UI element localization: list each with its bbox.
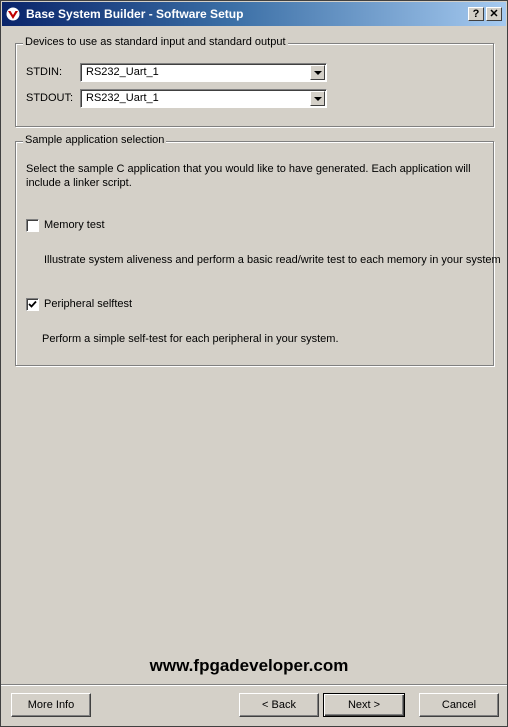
memory-test-checkbox[interactable] [26, 219, 39, 232]
memory-test-label[interactable]: Memory test [44, 219, 105, 231]
window-title: Base System Builder - Software Setup [26, 7, 244, 21]
close-icon: ✕ [489, 8, 499, 20]
peripheral-selftest-checkbox[interactable] [26, 298, 39, 311]
stdin-select-value: RS232_Uart_1 [86, 66, 159, 78]
watermark-text: www.fpgadeveloper.com [149, 656, 349, 675]
stdout-label: STDOUT: [26, 92, 74, 104]
stdout-select[interactable] [80, 89, 327, 108]
cancel-button[interactable]: Cancel [419, 693, 499, 717]
stdin-label: STDIN: [26, 66, 63, 78]
sample-intro-line1: Select the sample C application that you would like to have generated. Each application will [26, 163, 471, 175]
stdout-select-value: RS232_Uart_1 [86, 92, 159, 104]
chevron-down-icon [314, 97, 322, 101]
checkmark-icon [28, 300, 37, 309]
title-bar[interactable] [2, 2, 506, 26]
peripheral-selftest-description: Perform a simple self-test for each peripheral in your system. [42, 333, 339, 345]
stdin-select[interactable] [80, 63, 327, 82]
memory-test-description: Illustrate system aliveness and perform a basic read/write test to each memory in your system [44, 254, 501, 266]
close-button[interactable] [486, 7, 502, 21]
button-bar-separator [1, 684, 507, 686]
devices-group [15, 36, 494, 127]
chevron-down-icon [314, 71, 322, 75]
stdin-dropdown-button[interactable] [310, 65, 325, 80]
help-icon: ? [472, 8, 480, 20]
app-logo-icon [6, 7, 20, 21]
stdout-dropdown-button[interactable] [310, 91, 325, 106]
next-button[interactable]: Next > [323, 693, 405, 717]
help-button[interactable] [468, 7, 484, 21]
back-button[interactable]: < Back [239, 693, 319, 717]
sample-group-legend: Sample application selection [25, 134, 165, 146]
more-info-button[interactable]: More Info [11, 693, 91, 717]
devices-group-legend: Devices to use as standard input and standard output [25, 36, 286, 48]
peripheral-selftest-label[interactable]: Peripheral selftest [44, 298, 133, 310]
sample-intro-line2: include a linker script. [26, 177, 132, 189]
